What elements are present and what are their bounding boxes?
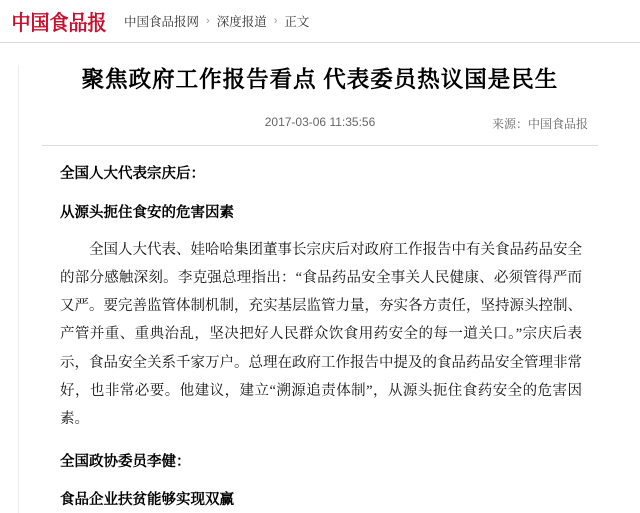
article-container [0, 65, 640, 513]
section-subheading-1: 从源头扼住食安的危害因素 [60, 205, 234, 222]
article-body [42, 162, 598, 512]
site-logo[interactable]: 中国食品报 [11, 11, 107, 35]
meta-divider [42, 145, 598, 146]
breadcrumb-item-current: 正文 [284, 15, 310, 29]
article-source: 来源：中国食品报 [491, 117, 588, 132]
section-heading-1: 全国人大代表宗庆后： [60, 166, 205, 183]
section-subheading-2: 食品企业扶贫能够实现双赢 [60, 492, 234, 509]
breadcrumb-item-section[interactable]: 深度报道 [216, 15, 267, 29]
section-heading-2: 全国政协委员李健： [60, 453, 191, 470]
breadcrumb [124, 12, 309, 30]
content-edge-rule [18, 65, 19, 513]
chevron-right-icon: › [206, 15, 210, 27]
article-meta [42, 115, 598, 137]
site-header [0, 0, 640, 42]
section-paragraph-1: 全国人大代表、娃哈哈集团董事长宗庆后对政府工作报告中有关食品药品安全的部分感触深刻。李克强总理指出：“食品药品安全事关人民健康、必须管得严而又严。要完善监管体制机制，充实基层监管力量，夯实各方责任，坚持源头控制、产管并重、重典治乱，坚决把好人民群众饮食用药安全的每一道关口。”宗庆后表示，食品安全关系千家万户。总理在政府工作报告中提及的食品药品安全管理非常好，也非常必要。他建议，建立“溯源追责体制”，从源头扼住食药安全的危害因素。 [60, 241, 582, 428]
publish-timestamp: 2017-03-06 11:35:56 [264, 115, 376, 130]
breadcrumb-item-site[interactable]: 中国食品报网 [124, 15, 200, 29]
page-title: 聚焦政府工作报告看点 代表委员热议国是民生 [81, 67, 559, 92]
chevron-right-icon: › [273, 15, 278, 27]
header-divider [0, 42, 640, 43]
